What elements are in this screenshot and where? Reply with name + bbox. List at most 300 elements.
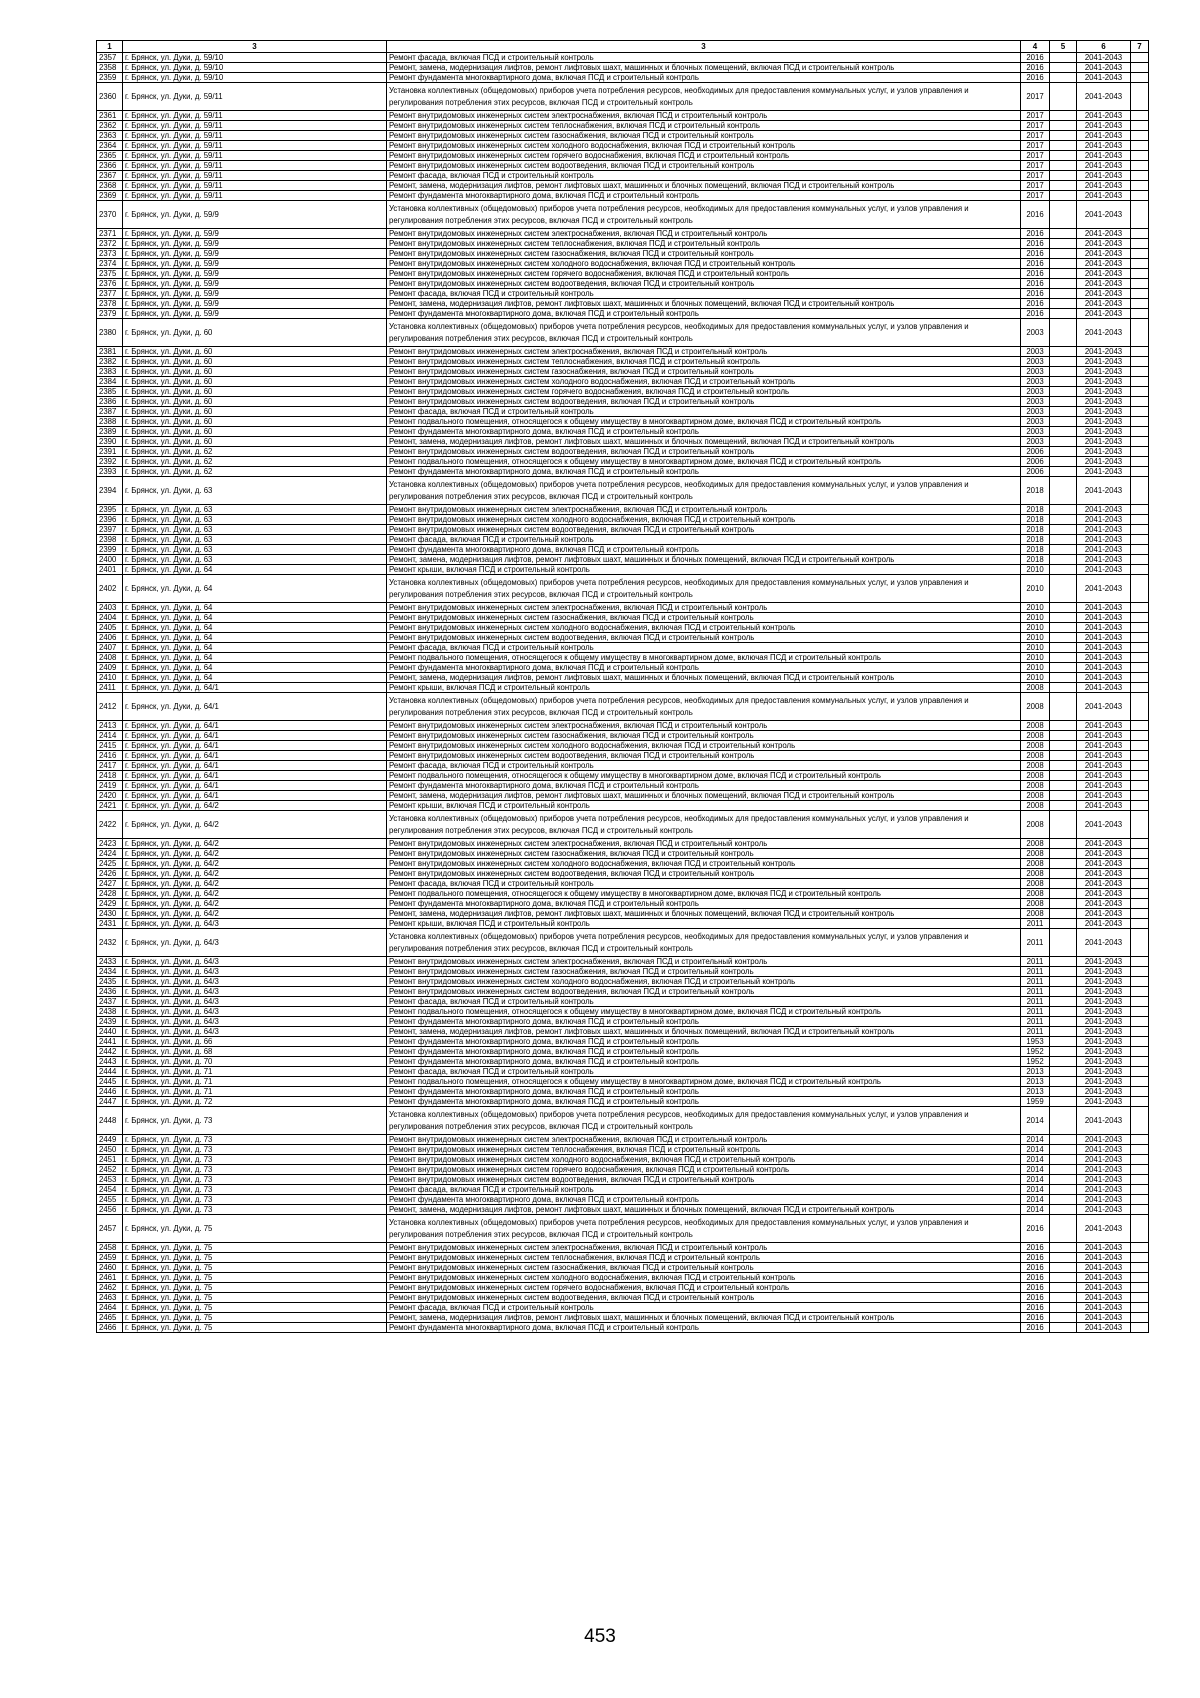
row-period: 2041-2043 [1077, 1323, 1131, 1333]
row-address: г. Брянск, ул. Дуки, д. 64 [123, 565, 387, 575]
row-number: 2462 [97, 1283, 123, 1293]
row-col-7 [1131, 1175, 1149, 1185]
row-work: Ремонт фундамента многоквартирного дома, включая ПСД и строительный контроль [387, 1097, 1021, 1107]
row-number: 2387 [97, 407, 123, 417]
row-year: 2010 [1021, 633, 1050, 643]
row-number: 2434 [97, 967, 123, 977]
row-col-5 [1050, 1293, 1077, 1303]
table-row [97, 467, 1149, 477]
row-year: 2003 [1021, 417, 1050, 427]
row-work: Ремонт фундамента многоквартирного дома, включая ПСД и строительный контроль [387, 467, 1021, 477]
row-col-5 [1050, 347, 1077, 357]
row-period: 2041-2043 [1077, 477, 1131, 505]
row-address: г. Брянск, ул. Дуки, д. 59/11 [123, 131, 387, 141]
row-col-7 [1131, 839, 1149, 849]
row-col-5 [1050, 801, 1077, 811]
row-period: 2041-2043 [1077, 417, 1131, 427]
row-number: 2448 [97, 1107, 123, 1135]
row-work: Ремонт, замена, модернизация лифтов, ремонт лифтовых шахт, машинных и блочных помещений, включая ПСД и строительный контроль [387, 1313, 1021, 1323]
row-period: 2041-2043 [1077, 909, 1131, 919]
row-period: 2041-2043 [1077, 239, 1131, 249]
row-period: 2041-2043 [1077, 731, 1131, 741]
row-year: 2010 [1021, 643, 1050, 653]
row-number: 2376 [97, 279, 123, 289]
row-work: Ремонт внутридомовых инженерных систем электроснабжения, включая ПСД и строительный контроль [387, 957, 1021, 967]
table-row [97, 1215, 1149, 1243]
row-col-5 [1050, 751, 1077, 761]
table-row [97, 1087, 1149, 1097]
row-period: 2041-2043 [1077, 623, 1131, 633]
row-address: г. Брянск, ул. Дуки, д. 73 [123, 1195, 387, 1205]
row-col-5 [1050, 545, 1077, 555]
row-address: г. Брянск, ул. Дуки, д. 59/9 [123, 299, 387, 309]
row-number: 2421 [97, 801, 123, 811]
row-number: 2424 [97, 849, 123, 859]
row-period: 2041-2043 [1077, 919, 1131, 929]
table-row [97, 1067, 1149, 1077]
header-col-2: 3 [123, 41, 387, 53]
row-period: 2041-2043 [1077, 515, 1131, 525]
row-work: Ремонт фундамента многоквартирного дома, включая ПСД и строительный контроль [387, 1047, 1021, 1057]
table-row [97, 899, 1149, 909]
row-number: 2360 [97, 83, 123, 111]
table-row [97, 309, 1149, 319]
row-work: Ремонт внутридомовых инженерных систем водоотведения, включая ПСД и строительный контроль [387, 1293, 1021, 1303]
row-year: 2018 [1021, 477, 1050, 505]
table-row [97, 367, 1149, 377]
row-col-5 [1050, 1057, 1077, 1067]
row-number: 2375 [97, 269, 123, 279]
row-period: 2041-2043 [1077, 859, 1131, 869]
row-col-7 [1131, 171, 1149, 181]
table-row [97, 63, 1149, 73]
row-col-5 [1050, 869, 1077, 879]
row-year: 2016 [1021, 1303, 1050, 1313]
row-col-7 [1131, 505, 1149, 515]
row-col-7 [1131, 987, 1149, 997]
row-number: 2438 [97, 1007, 123, 1017]
table-row [97, 357, 1149, 367]
row-number: 2382 [97, 357, 123, 367]
row-work: Ремонт фасада, включая ПСД и строительный контроль [387, 1303, 1021, 1313]
row-number: 2369 [97, 191, 123, 201]
row-col-7 [1131, 367, 1149, 377]
row-year: 2008 [1021, 781, 1050, 791]
row-col-5 [1050, 525, 1077, 535]
row-number: 2458 [97, 1243, 123, 1253]
row-work: Установка коллективных (общедомовых) приборов учета потребления ресурсов, необходимых для предоставления коммунальных услуг, и узлов управления и регулирования потребления этих ресурсов, включая ПСД и строительный контроль [387, 83, 1021, 111]
row-col-5 [1050, 131, 1077, 141]
row-number: 2450 [97, 1145, 123, 1155]
row-col-7 [1131, 643, 1149, 653]
table-row [97, 811, 1149, 839]
row-address: г. Брянск, ул. Дуки, д. 64 [123, 673, 387, 683]
row-work: Ремонт, замена, модернизация лифтов, ремонт лифтовых шахт, машинных и блочных помещений, включая ПСД и строительный контроль [387, 181, 1021, 191]
row-address: г. Брянск, ул. Дуки, д. 59/9 [123, 269, 387, 279]
row-period: 2041-2043 [1077, 633, 1131, 643]
row-number: 2381 [97, 347, 123, 357]
row-number: 2417 [97, 761, 123, 771]
row-number: 2406 [97, 633, 123, 643]
row-number: 2412 [97, 693, 123, 721]
row-year: 2018 [1021, 515, 1050, 525]
row-year: 2013 [1021, 1077, 1050, 1087]
row-col-7 [1131, 977, 1149, 987]
row-address: г. Брянск, ул. Дуки, д. 64 [123, 623, 387, 633]
row-work: Ремонт фундамента многоквартирного дома, включая ПСД и строительный контроль [387, 1087, 1021, 1097]
table-row [97, 1047, 1149, 1057]
row-col-7 [1131, 1253, 1149, 1263]
row-col-5 [1050, 457, 1077, 467]
row-year: 2017 [1021, 171, 1050, 181]
registry-sheet [96, 40, 1148, 1333]
row-number: 2364 [97, 141, 123, 151]
row-year: 2011 [1021, 1017, 1050, 1027]
row-address: г. Брянск, ул. Дуки, д. 60 [123, 407, 387, 417]
row-period: 2041-2043 [1077, 1027, 1131, 1037]
row-address: г. Брянск, ул. Дуки, д. 73 [123, 1135, 387, 1145]
row-address: г. Брянск, ул. Дуки, д. 64/1 [123, 751, 387, 761]
table-row [97, 1057, 1149, 1067]
row-address: г. Брянск, ул. Дуки, д. 64 [123, 653, 387, 663]
row-period: 2041-2043 [1077, 1047, 1131, 1057]
row-address: г. Брянск, ул. Дуки, д. 64 [123, 613, 387, 623]
row-col-5 [1050, 771, 1077, 781]
row-number: 2365 [97, 151, 123, 161]
row-number: 2436 [97, 987, 123, 997]
row-col-7 [1131, 919, 1149, 929]
row-number: 2368 [97, 181, 123, 191]
row-number: 2371 [97, 229, 123, 239]
row-col-7 [1131, 731, 1149, 741]
row-address: г. Брянск, ул. Дуки, д. 59/10 [123, 53, 387, 63]
row-period: 2041-2043 [1077, 1165, 1131, 1175]
row-col-5 [1050, 505, 1077, 515]
table-row [97, 171, 1149, 181]
row-number: 2416 [97, 751, 123, 761]
row-year: 2016 [1021, 309, 1050, 319]
table-row [97, 347, 1149, 357]
table-row [97, 967, 1149, 977]
row-number: 2452 [97, 1165, 123, 1175]
table-row [97, 1155, 1149, 1165]
row-year: 2011 [1021, 1027, 1050, 1037]
row-work: Ремонт фасада, включая ПСД и строительный контроль [387, 879, 1021, 889]
row-work: Ремонт фундамента многоквартирного дома, включая ПСД и строительный контроль [387, 781, 1021, 791]
row-col-5 [1050, 477, 1077, 505]
row-year: 2008 [1021, 761, 1050, 771]
row-number: 2460 [97, 1263, 123, 1273]
row-col-7 [1131, 741, 1149, 751]
row-address: г. Брянск, ул. Дуки, д. 59/9 [123, 289, 387, 299]
row-number: 2437 [97, 997, 123, 1007]
row-col-7 [1131, 141, 1149, 151]
row-work: Ремонт фундамента многоквартирного дома, включая ПСД и строительный контроль [387, 1195, 1021, 1205]
row-work: Ремонт внутридомовых инженерных систем водоотведения, включая ПСД и строительный контроль [387, 1175, 1021, 1185]
row-period: 2041-2043 [1077, 869, 1131, 879]
row-number: 2420 [97, 791, 123, 801]
row-col-5 [1050, 239, 1077, 249]
row-col-5 [1050, 1097, 1077, 1107]
row-period: 2041-2043 [1077, 693, 1131, 721]
row-year: 1959 [1021, 1097, 1050, 1107]
table-row [97, 1273, 1149, 1283]
row-year: 2011 [1021, 929, 1050, 957]
row-address: г. Брянск, ул. Дуки, д. 60 [123, 347, 387, 357]
row-col-5 [1050, 417, 1077, 427]
row-year: 2016 [1021, 1323, 1050, 1333]
row-period: 2041-2043 [1077, 357, 1131, 367]
table-row [97, 83, 1149, 111]
row-col-5 [1050, 741, 1077, 751]
row-number: 2404 [97, 613, 123, 623]
row-col-7 [1131, 889, 1149, 899]
row-col-5 [1050, 555, 1077, 565]
row-work: Ремонт фасада, включая ПСД и строительный контроль [387, 53, 1021, 63]
row-col-5 [1050, 1155, 1077, 1165]
row-address: г. Брянск, ул. Дуки, д. 71 [123, 1077, 387, 1087]
table-row [97, 1185, 1149, 1195]
header-col-3: 3 [387, 41, 1021, 53]
table-row [97, 791, 1149, 801]
row-address: г. Брянск, ул. Дуки, д. 75 [123, 1283, 387, 1293]
row-number: 2366 [97, 161, 123, 171]
row-address: г. Брянск, ул. Дуки, д. 64/1 [123, 781, 387, 791]
row-year: 2006 [1021, 467, 1050, 477]
row-year: 2008 [1021, 889, 1050, 899]
row-col-5 [1050, 967, 1077, 977]
row-period: 2041-2043 [1077, 141, 1131, 151]
row-year: 2008 [1021, 791, 1050, 801]
row-period: 2041-2043 [1077, 377, 1131, 387]
row-year: 2016 [1021, 1215, 1050, 1243]
row-col-7 [1131, 633, 1149, 643]
row-work: Ремонт подвального помещения, относящегося к общему имуществу в многоквартирном доме, включая ПСД и строительный контроль [387, 457, 1021, 467]
row-address: г. Брянск, ул. Дуки, д. 59/11 [123, 83, 387, 111]
table-row [97, 477, 1149, 505]
row-col-7 [1131, 899, 1149, 909]
row-number: 2432 [97, 929, 123, 957]
row-address: г. Брянск, ул. Дуки, д. 64/2 [123, 801, 387, 811]
row-address: г. Брянск, ул. Дуки, д. 60 [123, 387, 387, 397]
row-number: 2408 [97, 653, 123, 663]
row-year: 2008 [1021, 741, 1050, 751]
row-col-7 [1131, 73, 1149, 83]
table-row [97, 1253, 1149, 1263]
row-number: 2418 [97, 771, 123, 781]
row-work: Ремонт фундамента многоквартирного дома, включая ПСД и строительный контроль [387, 1323, 1021, 1333]
row-work: Ремонт внутридомовых инженерных систем водоотведения, включая ПСД и строительный контроль [387, 633, 1021, 643]
table-row [97, 1145, 1149, 1155]
table-row [97, 761, 1149, 771]
row-address: г. Брянск, ул. Дуки, д. 64/2 [123, 859, 387, 869]
row-col-7 [1131, 131, 1149, 141]
row-col-5 [1050, 1195, 1077, 1205]
row-year: 2003 [1021, 357, 1050, 367]
table-row [97, 1313, 1149, 1323]
row-year: 2006 [1021, 457, 1050, 467]
row-period: 2041-2043 [1077, 741, 1131, 751]
row-period: 2041-2043 [1077, 131, 1131, 141]
table-row [97, 131, 1149, 141]
row-address: г. Брянск, ул. Дуки, д. 73 [123, 1185, 387, 1195]
row-col-5 [1050, 161, 1077, 171]
row-col-7 [1131, 151, 1149, 161]
row-address: г. Брянск, ул. Дуки, д. 64/2 [123, 869, 387, 879]
row-period: 2041-2043 [1077, 427, 1131, 437]
header-col-5: 5 [1050, 41, 1077, 53]
row-address: г. Брянск, ул. Дуки, д. 75 [123, 1263, 387, 1273]
row-col-5 [1050, 879, 1077, 889]
row-col-5 [1050, 997, 1077, 1007]
row-period: 2041-2043 [1077, 643, 1131, 653]
row-work: Ремонт внутридомовых инженерных систем газоснабжения, включая ПСД и строительный контроль [387, 367, 1021, 377]
row-col-7 [1131, 249, 1149, 259]
table-row [97, 111, 1149, 121]
row-year: 2003 [1021, 437, 1050, 447]
row-col-5 [1050, 1185, 1077, 1195]
row-col-7 [1131, 111, 1149, 121]
row-work: Ремонт внутридомовых инженерных систем холодного водоснабжения, включая ПСД и строительный контроль [387, 141, 1021, 151]
row-col-7 [1131, 1077, 1149, 1087]
row-period: 2041-2043 [1077, 1057, 1131, 1067]
row-address: г. Брянск, ул. Дуки, д. 59/10 [123, 73, 387, 83]
row-address: г. Брянск, ул. Дуки, д. 59/11 [123, 161, 387, 171]
row-period: 2041-2043 [1077, 347, 1131, 357]
table-row [97, 181, 1149, 191]
row-address: г. Брянск, ул. Дуки, д. 64/2 [123, 899, 387, 909]
row-address: г. Брянск, ул. Дуки, д. 59/11 [123, 151, 387, 161]
row-year: 1952 [1021, 1057, 1050, 1067]
row-address: г. Брянск, ул. Дуки, д. 59/11 [123, 121, 387, 131]
row-address: г. Брянск, ул. Дуки, д. 59/9 [123, 309, 387, 319]
row-col-5 [1050, 289, 1077, 299]
row-year: 2017 [1021, 141, 1050, 151]
row-address: г. Брянск, ул. Дуки, д. 75 [123, 1273, 387, 1283]
row-work: Ремонт внутридомовых инженерных систем холодного водоснабжения, включая ПСД и строительный контроль [387, 977, 1021, 987]
row-number: 2445 [97, 1077, 123, 1087]
row-number: 2373 [97, 249, 123, 259]
row-col-7 [1131, 437, 1149, 447]
row-col-7 [1131, 929, 1149, 957]
row-number: 2397 [97, 525, 123, 535]
row-year: 2016 [1021, 73, 1050, 83]
table-row [97, 623, 1149, 633]
row-address: г. Брянск, ул. Дуки, д. 64/1 [123, 741, 387, 751]
row-col-5 [1050, 387, 1077, 397]
table-row [97, 289, 1149, 299]
row-number: 2441 [97, 1037, 123, 1047]
table-row [97, 545, 1149, 555]
table-row [97, 751, 1149, 761]
row-period: 2041-2043 [1077, 771, 1131, 781]
table-row [97, 535, 1149, 545]
row-work: Ремонт фасада, включая ПСД и строительный контроль [387, 407, 1021, 417]
row-col-5 [1050, 1037, 1077, 1047]
row-col-5 [1050, 447, 1077, 457]
row-col-5 [1050, 977, 1077, 987]
row-address: г. Брянск, ул. Дуки, д. 60 [123, 437, 387, 447]
row-col-7 [1131, 1215, 1149, 1243]
table-row [97, 427, 1149, 437]
row-period: 2041-2043 [1077, 1195, 1131, 1205]
row-col-5 [1050, 515, 1077, 525]
row-work: Ремонт фасада, включая ПСД и строительный контроль [387, 171, 1021, 181]
row-work: Ремонт, замена, модернизация лифтов, ремонт лифтовых шахт, машинных и блочных помещений, включая ПСД и строительный контроль [387, 63, 1021, 73]
table-row [97, 555, 1149, 565]
row-year: 2013 [1021, 1087, 1050, 1097]
row-col-7 [1131, 121, 1149, 131]
row-col-7 [1131, 467, 1149, 477]
row-address: г. Брянск, ул. Дуки, д. 64/3 [123, 977, 387, 987]
page-number: 453 [584, 1626, 616, 1647]
row-year: 2008 [1021, 899, 1050, 909]
row-number: 2372 [97, 239, 123, 249]
header-col-6: 6 [1077, 41, 1131, 53]
row-col-7 [1131, 781, 1149, 791]
row-number: 2451 [97, 1155, 123, 1165]
row-number: 2367 [97, 171, 123, 181]
row-year: 2018 [1021, 535, 1050, 545]
row-col-5 [1050, 1047, 1077, 1057]
row-address: г. Брянск, ул. Дуки, д. 64/3 [123, 919, 387, 929]
row-col-7 [1131, 83, 1149, 111]
row-col-7 [1131, 1087, 1149, 1097]
row-work: Ремонт внутридомовых инженерных систем водоотведения, включая ПСД и строительный контроль [387, 279, 1021, 289]
row-number: 2405 [97, 623, 123, 633]
row-number: 2391 [97, 447, 123, 457]
row-period: 2041-2043 [1077, 849, 1131, 859]
row-period: 2041-2043 [1077, 1215, 1131, 1243]
row-period: 2041-2043 [1077, 367, 1131, 377]
row-year: 2003 [1021, 427, 1050, 437]
table-row [97, 721, 1149, 731]
row-col-7 [1131, 239, 1149, 249]
row-period: 2041-2043 [1077, 299, 1131, 309]
row-period: 2041-2043 [1077, 1067, 1131, 1077]
row-work: Ремонт внутридомовых инженерных систем горячего водоснабжения, включая ПСД и строительный контроль [387, 1283, 1021, 1293]
table-row [97, 653, 1149, 663]
row-work: Ремонт внутридомовых инженерных систем горячего водоснабжения, включая ПСД и строительный контроль [387, 151, 1021, 161]
row-col-7 [1131, 693, 1149, 721]
row-number: 2386 [97, 397, 123, 407]
row-col-7 [1131, 1293, 1149, 1303]
row-work: Ремонт внутридомовых инженерных систем водоотведения, включая ПСД и строительный контроль [387, 869, 1021, 879]
row-period: 2041-2043 [1077, 1087, 1131, 1097]
row-address: г. Брянск, ул. Дуки, д. 64/1 [123, 791, 387, 801]
row-year: 2011 [1021, 967, 1050, 977]
table-row [97, 239, 1149, 249]
row-period: 2041-2043 [1077, 997, 1131, 1007]
row-address: г. Брянск, ул. Дуки, д. 59/11 [123, 141, 387, 151]
row-number: 2423 [97, 839, 123, 849]
row-col-7 [1131, 1135, 1149, 1145]
table-row [97, 673, 1149, 683]
row-year: 2008 [1021, 721, 1050, 731]
row-work: Ремонт внутридомовых инженерных систем газоснабжения, включая ПСД и строительный контроль [387, 1263, 1021, 1273]
row-number: 2413 [97, 721, 123, 731]
row-work: Ремонт внутридомовых инженерных систем электроснабжения, включая ПСД и строительный контроль [387, 111, 1021, 121]
row-period: 2041-2043 [1077, 977, 1131, 987]
row-col-5 [1050, 565, 1077, 575]
row-year: 2011 [1021, 997, 1050, 1007]
row-period: 2041-2043 [1077, 781, 1131, 791]
row-col-5 [1050, 299, 1077, 309]
row-address: г. Брянск, ул. Дуки, д. 64/3 [123, 997, 387, 1007]
row-period: 2041-2043 [1077, 663, 1131, 673]
row-address: г. Брянск, ул. Дуки, д. 64/2 [123, 839, 387, 849]
row-address: г. Брянск, ул. Дуки, д. 63 [123, 505, 387, 515]
